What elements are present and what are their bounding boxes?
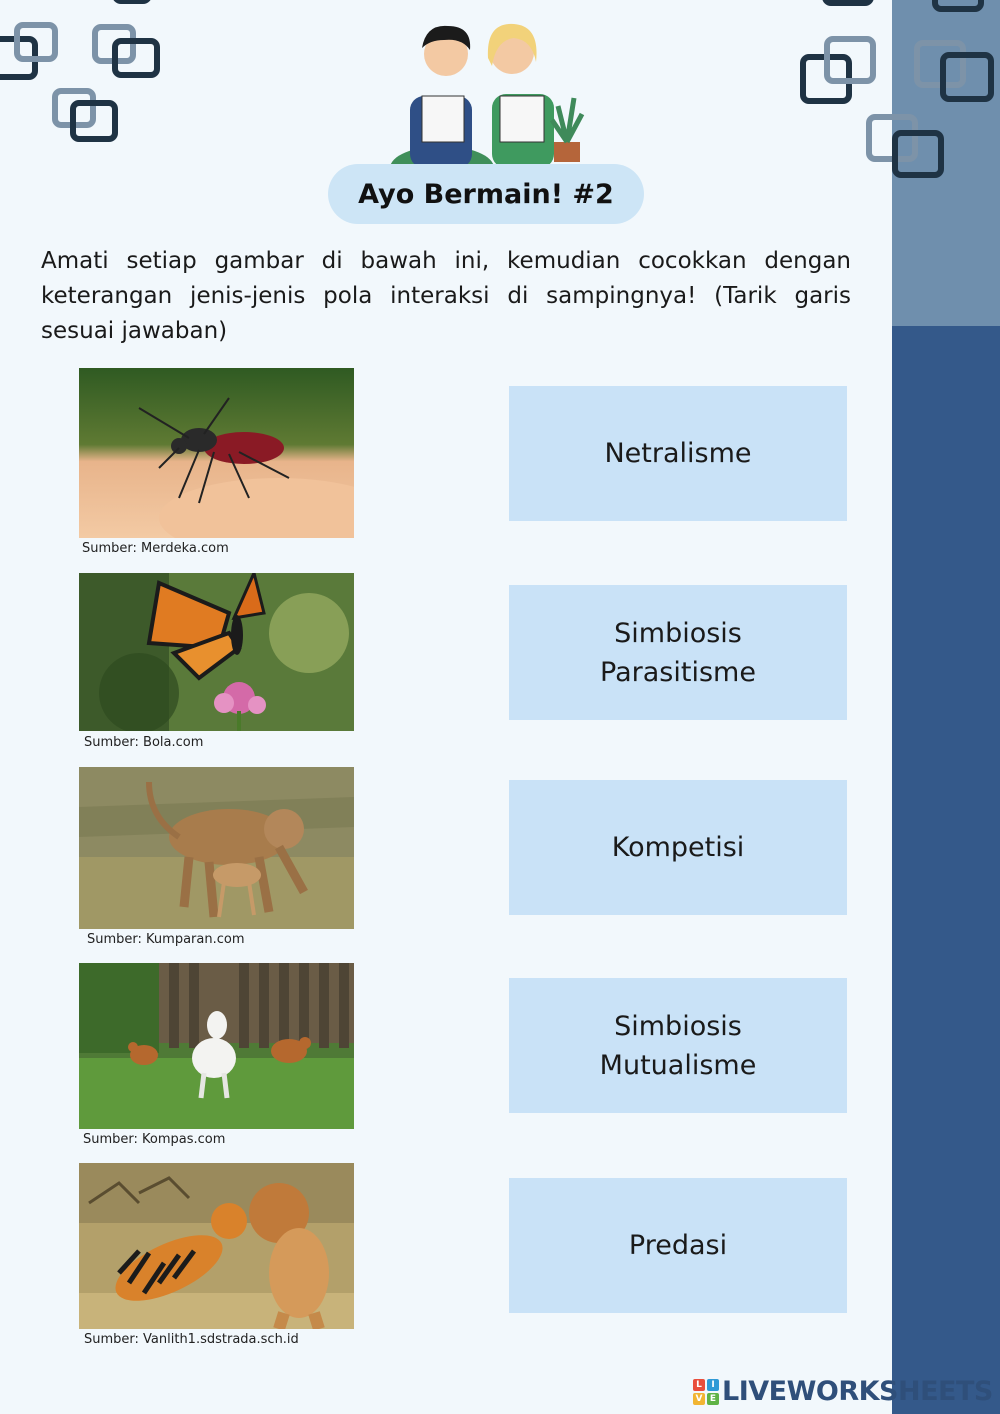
image-caption: Sumber: Merdeka.com [82,541,229,556]
answer-box-netralisme[interactable] [509,386,847,521]
answer-label: Simbiosis Mutualisme [599,1010,757,1081]
photo-lioness-gazelle[interactable] [79,767,354,929]
page-title: Ayo Bermain! #2 [328,164,644,224]
answer-label: Simbiosis Parasitisme [600,617,756,688]
answer-label: Predasi [628,1230,728,1261]
lioness-gazelle-image [79,767,354,929]
sidebar-accent-bottom [892,326,1000,1414]
photo-goat-chickens[interactable] [79,963,354,1129]
answer-box-kompetisi[interactable] [509,780,847,915]
answer-box-simbiosis-mutualisme[interactable] [509,978,847,1113]
image-caption: Sumber: Kumparan.com [87,932,245,947]
tiger-lion-image [79,1163,354,1329]
image-caption: Sumber: Kompas.com [83,1132,226,1147]
liveworksheets-mark-icon: L I V E [693,1379,719,1405]
photo-butterfly[interactable] [79,573,354,731]
photo-tiger-lion[interactable] [79,1163,354,1329]
answer-label: Netralisme [604,438,752,469]
answer-label: Kompetisi [611,832,745,863]
photo-mosquito[interactable] [79,368,354,538]
instruction-text: Amati setiap gambar di bawah ini, kemudian cocokkan dengan keterangan jenis-jenis pola interaksi di sampingnya! (Tarik garis sesuai jawaban) [41,248,851,344]
chain-link-decoration [0,0,170,150]
liveworksheets-logo [693,1376,993,1407]
students-illustration [382,18,592,168]
goat-chickens-image [79,963,354,1129]
answer-box-predasi[interactable] [509,1178,847,1313]
butterfly-image [79,573,354,731]
answer-box-simbiosis-parasitisme[interactable] [509,585,847,720]
image-caption: Sumber: Vanlith1.sdstrada.sch.id [84,1332,299,1347]
mosquito-image [79,368,354,538]
liveworksheets-text: LIVEWORKSHEETS [722,1376,993,1407]
chain-link-decoration [790,0,1000,190]
image-caption: Sumber: Bola.com [84,735,204,750]
